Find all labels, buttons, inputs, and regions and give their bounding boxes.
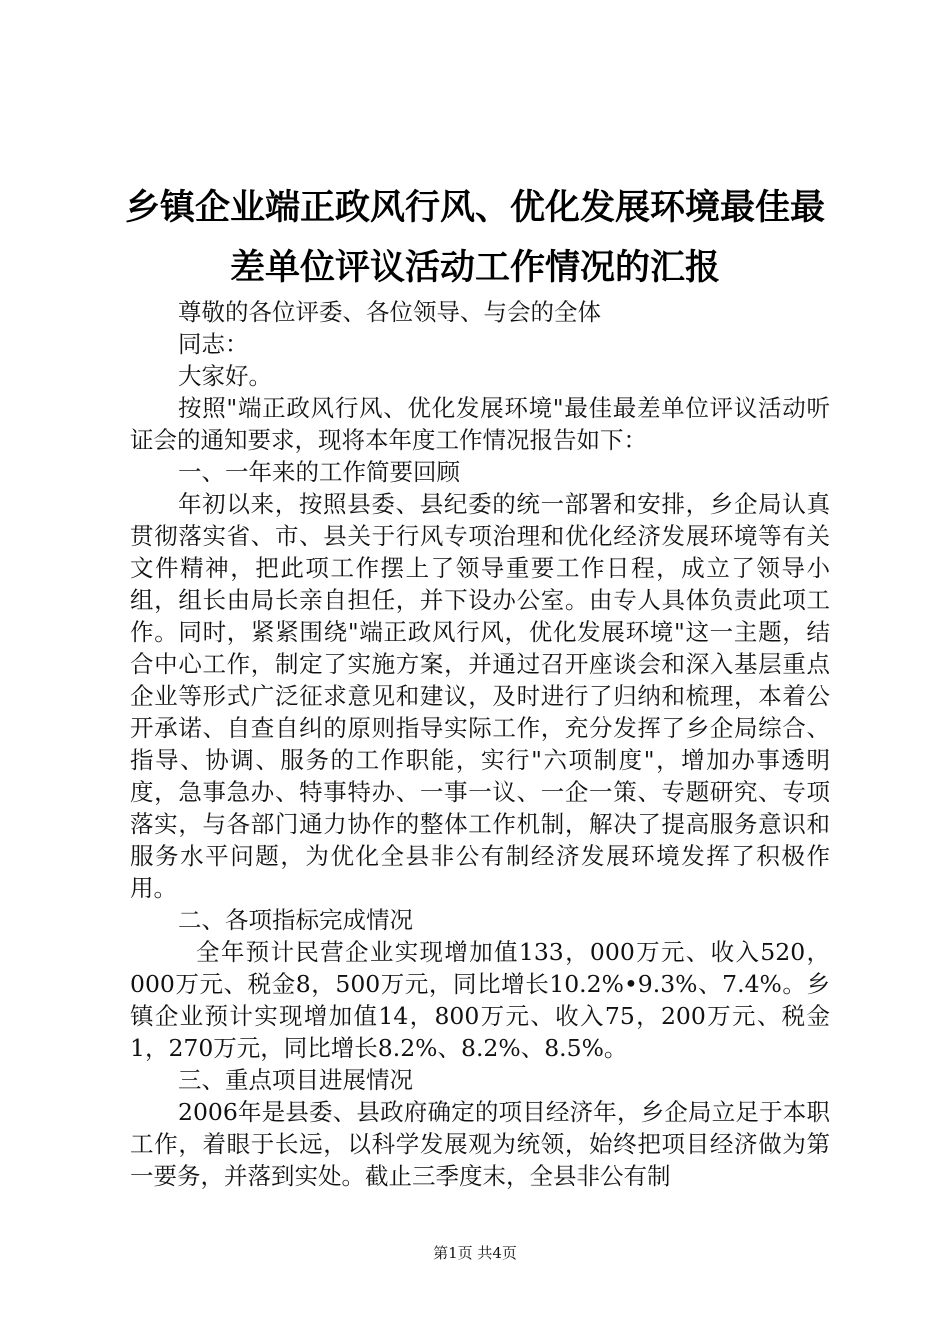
section-3-paragraph: 2006年是县委、县政府确定的项目经济年，乡企局立足于本职工作，着眼于长远，以科学发展观为统领，始终把项目经济做为第一要务，并落到实处。截止三季度末，全县非公有制 [130, 1098, 830, 1190]
page-footer: 第1页 共4页 [433, 1244, 517, 1262]
intro-paragraph: 按照"端正政风行风、优化发展环境"最佳最差单位评议活动听证会的通知要求，现将本年度工作情况报告如下： [130, 394, 830, 454]
section-heading-1: 一、一年来的工作简要回顾 [178, 458, 460, 486]
salutation-continued: 同志： [178, 330, 249, 358]
section-heading-2: 二、各项指标完成情况 [178, 906, 413, 934]
document-title-line-2: 差单位评议活动工作情况的汇报 [229, 248, 720, 288]
section-heading-3: 三、重点项目进展情况 [178, 1066, 413, 1094]
document-body [130, 296, 830, 1192]
greeting: 大家好。 [178, 362, 272, 390]
section-2-paragraph: 全年预计民营企业实现增加值133，000万元、收入520，000万元、税金8，500万元，同比增长10.2%•9.3%、7.4%。乡镇企业预计实现增加值14，800万元、收入75，200万元、税金1，270万元，同比增长8.2%、8.2%、8.5%。 [130, 938, 830, 1062]
document-title-line-1: 乡镇企业端正政风行风、优化发展环境最佳最 [124, 188, 825, 228]
salutation: 尊敬的各位评委、各位领导、与会的全体 [178, 298, 601, 326]
section-1-paragraph: 年初以来，按照县委、县纪委的统一部署和安排，乡企局认真贯彻落实省、市、县关于行风专项治理和优化经济发展环境等有关文件精神，把此项工作摆上了领导重要工作日程，成立了领导小组，组长由局长亲自担任，并下设办公室。由专人具体负责此项工作。同时，紧紧围绕"端正政风行风，优化发展环境"这一主题，结合中心工作，制定了实施方案，并通过召开座谈会和深入基层重点企业等形式广泛征求意见和建议，及时进行了归纳和梳理，本着公开承诺、自查自纠的原则指导实际工作，充分发挥了乡企局综合、指导、协调、服务的工作职能，实行"六项制度"，增加办事透明度，急事急办、特事特办、一事一议、一企一策、专题研究、专项落实，与各部门通力协作的整体工作机制，解决了提高服务意识和服务水平问题，为优化全县非公有制经济发展环境发挥了积极作用。 [130, 490, 830, 902]
